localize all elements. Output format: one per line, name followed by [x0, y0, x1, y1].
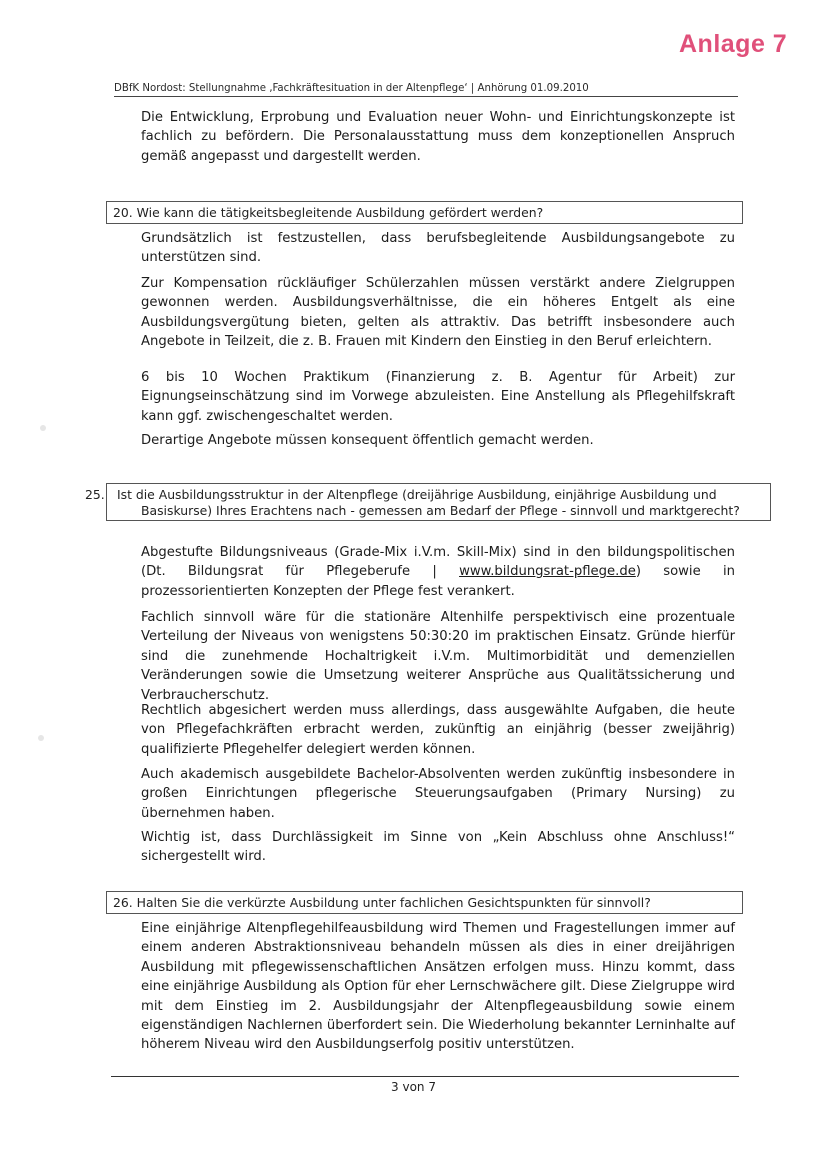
question-text: Ist die Ausbildungsstruktur in der Altenpflege (dreijährige Ausbildung, einjährige Ausbildung und Basiskurse) Ihres Erachtens nach - gemessen am Bedarf der Pflege - sinnvoll und marktgerecht? — [116, 487, 740, 518]
answer-20-paragraph-1: Grundsätzlich ist festzustellen, dass berufsbegleitende Ausbildungsangebote zu unterstützen sind. — [141, 231, 735, 266]
footer-divider — [111, 1076, 739, 1077]
annex-stamp: Anlage 7 — [679, 30, 788, 58]
question-box-25: 25. Ist die Ausbildungsstruktur in der Altenpflege (dreijährige Ausbildung, einjährige Ausbildung und Basiskurse) Ihres Erachtens nach - gemessen am Bedarf der Pflege - sinnvoll und marktgerecht? — [106, 483, 771, 521]
answer-25-paragraph-4: Auch akademisch ausgebildete Bachelor-Absolventen werden zukünftig insbesondere in großen Einrichtungen pflegerische Steuerungsaufgaben (Primary Nursing) zu übernehmen haben. — [141, 767, 735, 821]
answer-20-paragraph-3: 6 bis 10 Wochen Praktikum (Finanzierung z. B. Agentur für Arbeit) zur Eignungseinschätzung sind im Vorwege abzuleisten. Eine Anstellung als Pflegehilfskraft kann ggf. zwischengeschaltet werden. — [141, 370, 735, 424]
question-box-20: 20. Wie kann die tätigkeitsbegleitende Ausbildung gefördert werden? — [106, 201, 743, 224]
answer-25-paragraph-2: Fachlich sinnvoll wäre für die stationäre Altenhilfe perspektivisch eine prozentuale Verteilung der Niveaus von wenigstens 50:30:20 im praktischen Einsatz. Gründe hierfür sind die zunehmende Hochaltrigkeit i.V.m. Multimorbidität und demenziellen Veränderungen sowie die Umsetzung weiterer Ansprüche aus Qualitätssicherung und Verbraucherschutz. — [141, 610, 735, 703]
scan-artifact — [40, 425, 46, 431]
answer-25-paragraph-1 — [141, 543, 735, 601]
answer-20-paragraph-2: Zur Kompensation rückläufiger Schülerzahlen müssen verstärkt andere Zielgruppen gewonnen werden. Ausbildungsverhältnisse, die ein höheres Entgelt als eine Ausbildungsvergütung bieten, gelten als attraktiv. Das betrifft insbesondere auch Angebote in Teilzeit, die z. B. Frauen mit Kindern den Einstieg in den Beruf erleichtern. — [141, 276, 735, 350]
page-number: 3 von 7 — [391, 1080, 436, 1094]
answer-25-paragraph-5: Wichtig ist, dass Durchlässigkeit im Sinne von „Kein Abschluss ohne Anschluss!“ sichergestellt wird. — [141, 830, 735, 865]
bildungsrat-link[interactable]: www.bildungsrat-pflege.de — [459, 564, 636, 580]
answer-25-paragraph-3: Rechtlich abgesichert werden muss allerdings, dass ausgewählte Aufgaben, die heute von Pflegefachkräften erbracht werden, zukünftig an einjährig (besser zweijährig) qualifizierte Pflegehelfer delegiert werden können. — [141, 703, 735, 757]
answer-20-paragraph-4: Derartige Angebote müssen konsequent öffentlich gemacht werden. — [141, 433, 594, 448]
question-box-26: 26. Halten Sie die verkürzte Ausbildung unter fachlichen Gesichtspunkten für sinnvoll? — [106, 891, 743, 914]
page-header: DBfK Nordost: Stellungnahme ‚Fachkräftesituation in der Altenpflege‘ | Anhörung 01.09.2010 — [114, 83, 738, 97]
answer-26-paragraph-1: Eine einjährige Altenpflegehilfeausbildung wird Themen und Fragestellungen immer auf einem anderen Abstraktionsniveau behandeln müssen als dies in einer dreijährigen Ausbildung mit pflegewissenschaftlichen Ansätzen erfolgen muss. Hinzu kommt, dass eine einjährige Ausbildung als Option für eher Lernschwächere gilt. Diese Zielgruppe wird mit dem Einstieg im 2. Ausbildungsjahr der Altenpflegeausbildung sowie einem eigenständigen Nachlernen überfordert sein. Die Wiederholung bekannter Lerninhalte auf höherem Niveau wird den Ausbildungserfolg positiv unterstützen. — [141, 921, 735, 1053]
paragraph-text: Abgestufte Bildungsniveaus (Grade-Mix i.V.m. Skill-Mix) sind in den bildungspolitischen (Dt. Bildungsrat für Pflegeberufe | — [141, 545, 735, 580]
paragraph-text: ) sowie in prozessorientierten Konzepten der Pflege fest verankert. — [141, 564, 735, 599]
intro-paragraph: Die Entwicklung, Erprobung und Evaluation neuer Wohn- und Einrichtungskonzepte ist fachlich zu befördern. Die Personalausstattung muss dem konzeptionellen Anspruch gemäß angepasst und dargestellt werden. — [141, 110, 735, 164]
scan-artifact — [38, 735, 44, 741]
